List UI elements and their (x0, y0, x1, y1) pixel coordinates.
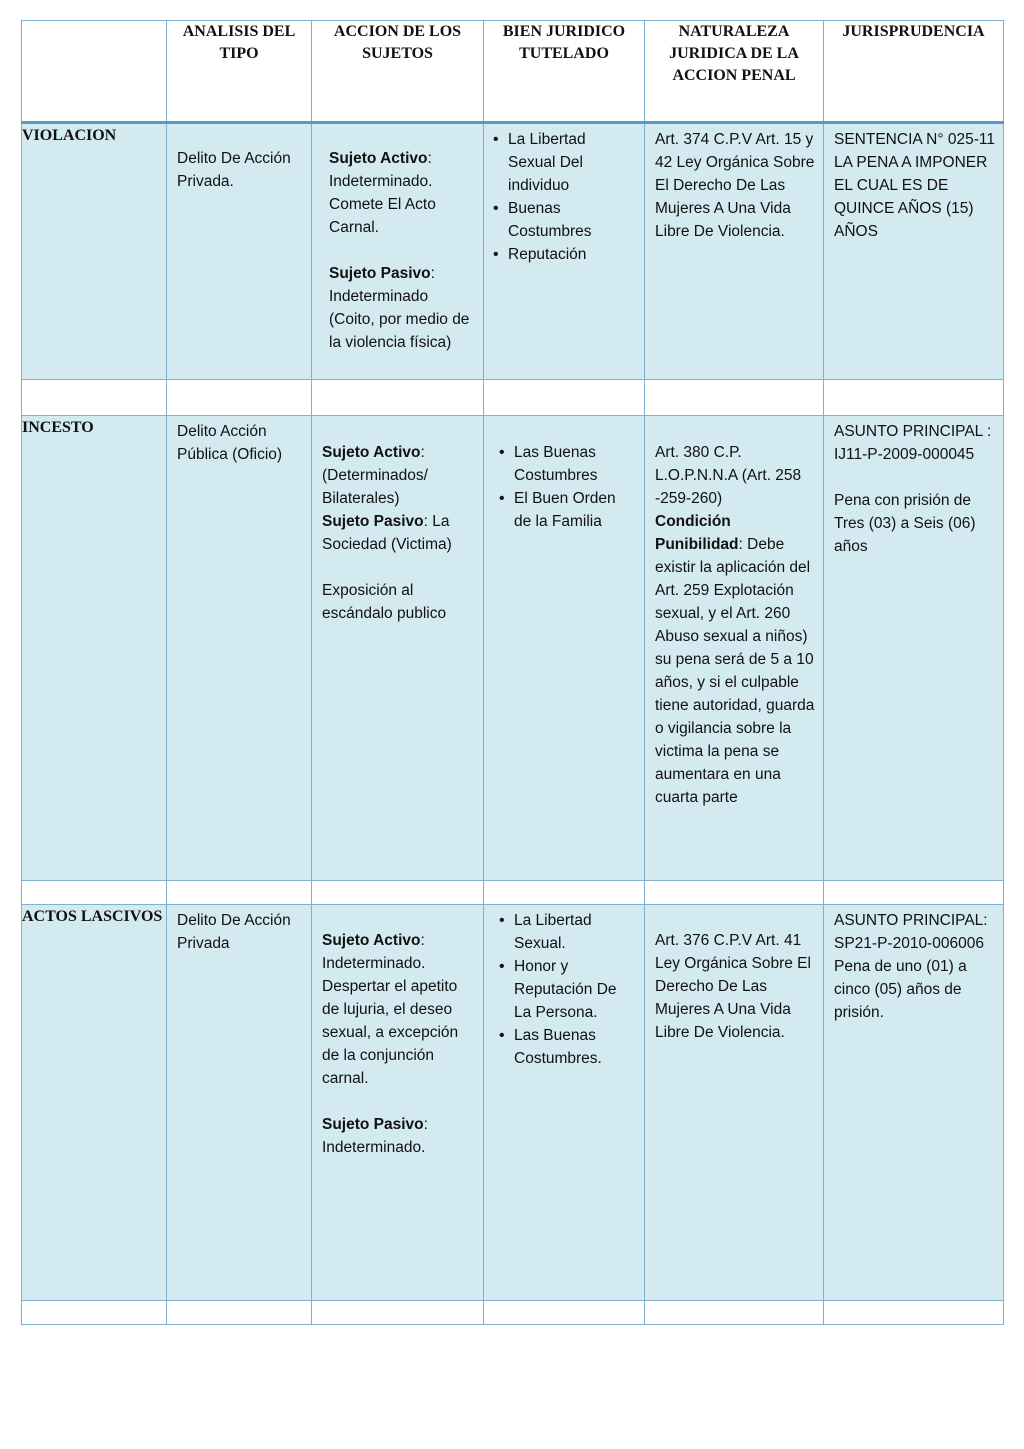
incesto-accion: Sujeto Activo: (Determinados/ Bilaterales) Sujeto Pasivo: La Sociedad (Victima) Exposición al escándalo publico (312, 416, 483, 625)
incesto-pena: Pena con prisión de Tres (03) a Seis (06) años (834, 492, 976, 555)
incesto-naturaleza-articulos: Art. 380 C.P. L.O.P.N.N.A (Art. 258 -259-260) (655, 444, 802, 507)
header-naturaleza: NATURALEZA JURIDICA DE LA ACCION PENAL (645, 21, 824, 123)
sujeto-pasivo-label: Sujeto Pasivo (322, 1116, 424, 1133)
incesto-naturaleza: Art. 380 C.P. L.O.P.N.N.A (Art. 258 -259-260) Condición Punibilidad: Debe existir la aplicación del Art. 259 Explotación sexual, y el Art. 260 Abuso sexual a niños) su pena será de 5 a 10 años, y si el culpable tiene autoridad, guarda o vigilancia sobre la victima la pena se aumentara en una cuarta parte (645, 416, 823, 809)
condicion-punibilidad-text: Debe existir la aplicación del Art. 259 Explotación sexual, y el Art. 260 Abuso sexual a niños) su pena será de 5 a 10 años, y si el culpable tiene autoridad, guarda o vigilancia sobre la victima la pena se aumentara en una cuarta parte (655, 536, 815, 806)
incesto-analisis: Delito Acción Pública (Oficio) (177, 423, 283, 463)
incesto-bien (484, 416, 644, 533)
violacion-bien (484, 124, 644, 266)
sujeto-pasivo-text: Indeterminado. (322, 1139, 426, 1156)
header-analisis: ANALISIS DEL TIPO (167, 21, 312, 123)
row-actos-lascivos (22, 905, 1004, 1301)
row-label-incesto: INCESTO (22, 416, 167, 881)
list-item: • La Libertad Sexual Del individuo (508, 128, 636, 197)
header-empty (22, 21, 167, 123)
actos-naturaleza: Art. 376 C.P.V Art. 41 Ley Orgánica Sobre El Derecho De Las Mujeres A Una Vida Libre De Violencia. (655, 932, 811, 1041)
header-row (22, 21, 1004, 123)
incesto-asunto: ASUNTO PRINCIPAL : IJ11-P-2009-000045 (834, 423, 992, 463)
sujeto-activo-text: Indeterminado. Comete El Acto Carnal. (329, 173, 436, 236)
sujeto-activo-text: (Determinados/ Bilaterales) (322, 467, 428, 507)
list-item: • Honor y Reputación De La Persona. (514, 955, 636, 1024)
row-label-actos-lascivos: ACTOS LASCIVOS (22, 905, 167, 1301)
sujeto-activo-label: Sujeto Activo (322, 444, 421, 461)
list-item: • Las Buenas Costumbres (514, 441, 636, 487)
list-item: • Las Buenas Costumbres. (514, 1024, 636, 1070)
violacion-analisis: Delito De Acción Privada. (177, 150, 291, 190)
row-label-violacion: VIOLACION (22, 123, 167, 380)
condicion-punibilidad-label: Condición Punibilidad (655, 513, 739, 553)
sujeto-activo-label: Sujeto Activo (329, 150, 428, 167)
list-item: • El Buen Orden de la Familia (514, 487, 636, 533)
violacion-accion: Sujeto Activo: Indeterminado. Comete El Acto Carnal. Sujeto Pasivo: Indeterminado (Coito, por medio de la violencia física) (312, 124, 483, 354)
actos-jurisprudencia: ASUNTO PRINCIPAL: SP21-P-2010-006006 Pena de uno (01) a cinco (05) años de prisión. (834, 912, 988, 1021)
spacer-row (22, 1301, 1004, 1325)
sujeto-pasivo-text: La Sociedad (Victima) (322, 513, 452, 553)
header-bien: BIEN JURIDICO TUTELADO (484, 21, 645, 123)
spacer-row (22, 380, 1004, 416)
list-item: • Reputación (508, 243, 636, 266)
row-violacion (22, 123, 1004, 380)
sujeto-pasivo-text: Indeterminado (Coito, por medio de la violencia física) (329, 288, 470, 351)
sujeto-pasivo-label: Sujeto Pasivo (329, 265, 431, 282)
sujeto-activo-text: Indeterminado. Despertar el apetito de lujuria, el deseo sexual, a excepción de la conjunción carnal. (322, 955, 459, 1087)
incesto-exposicion: Exposición al escándalo publico (322, 582, 447, 622)
header-jurisprudencia: JURISPRUDENCIA (824, 21, 1004, 123)
header-accion: ACCION DE LOS SUJETOS (312, 21, 484, 123)
list-item: • La Libertad Sexual. (514, 909, 636, 955)
row-incesto (22, 416, 1004, 881)
list-item: • Buenas Costumbres (508, 197, 636, 243)
sujeto-activo-label: Sujeto Activo (322, 932, 421, 949)
actos-analisis: Delito De Acción Privada (177, 912, 291, 952)
violacion-jurisprudencia: SENTENCIA N° 025-11 LA PENA A IMPONER EL CUAL ES DE QUINCE AÑOS (15) AÑOS (834, 131, 995, 240)
spacer-row (22, 881, 1004, 905)
incesto-jurisprudencia (824, 416, 1003, 558)
legal-comparison-table (21, 20, 1004, 1325)
violacion-naturaleza: Art. 374 C.P.V Art. 15 y 42 Ley Orgánica Sobre El Derecho De Las Mujeres A Una Vida Libre De Violencia. (655, 131, 815, 240)
actos-bien (484, 905, 644, 1070)
actos-accion: Sujeto Activo: Indeterminado. Despertar el apetito de lujuria, el deseo sexual, a excepción de la conjunción carnal. Sujeto Pasivo: Indeterminado. (312, 905, 483, 1159)
sujeto-pasivo-label: Sujeto Pasivo (322, 513, 424, 530)
